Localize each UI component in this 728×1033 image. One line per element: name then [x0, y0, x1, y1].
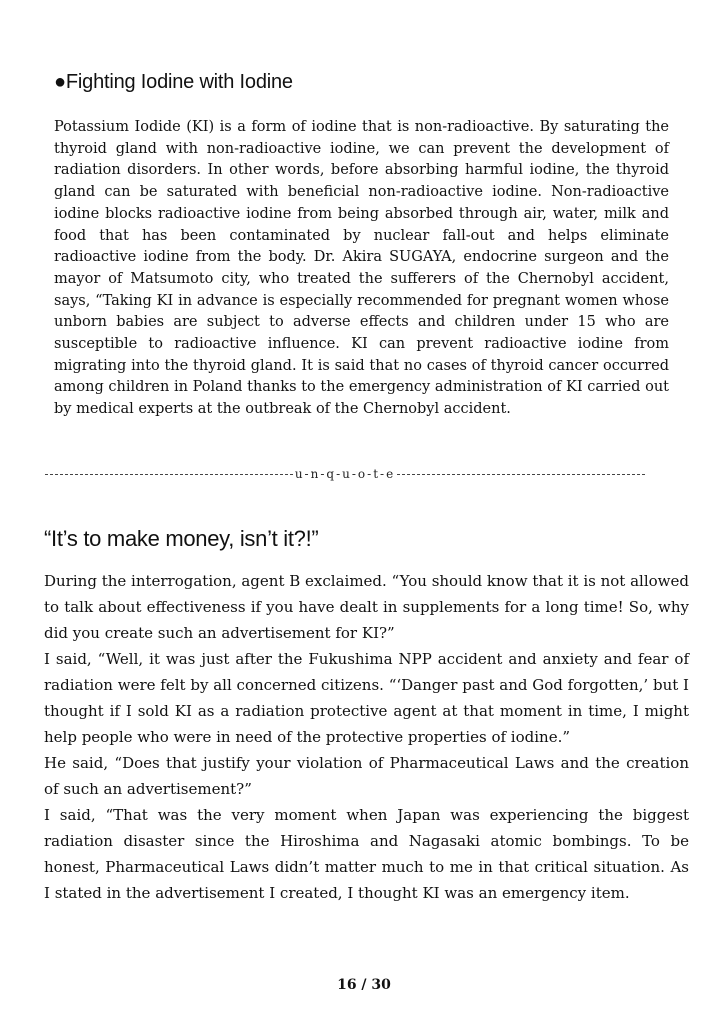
interrogation-text	[44, 568, 689, 906]
body-paragraph: He said, “Does that justify your violation of Pharmaceutical Laws and the creation of such an advertisement?”	[44, 754, 689, 798]
quoted-passage	[54, 117, 669, 421]
body-paragraph: During the interrogation, agent B exclaimed. “You should know that it is not allowed to talk about effectiveness if you have dealt in supplements for a long time! So, why did you create such an advertisement for KI?”	[44, 572, 689, 642]
divider-line-left	[45, 474, 293, 475]
section-heading-fighting-iodine: ●Fighting Iodine with Iodine	[54, 71, 293, 93]
section-heading-make-money: “It’s to make money, isn’t it?!”	[44, 526, 319, 551]
divider-line-right	[397, 474, 645, 475]
page-number: 16 / 30	[337, 977, 391, 993]
body-paragraph: I said, “Well, it was just after the Fukushima NPP accident and anxiety and fear of radiation were felt by all concerned citizens. “‘Danger past and God forgotten,’ but I thought if I sold KI as a radiation protective agent at that moment in time, I might help people who were in need of the protective properties of iodine.”	[44, 650, 689, 746]
quoted-paragraph: Potassium Iodide (KI) is a form of iodine that is non-radioactive. By saturating the thyroid gland with non-radioactive iodine, we can prevent the development of radiation disorders. In other words, before absorbing harmful iodine, the thyroid gland can be saturated with beneficial non-radioactive iodine. Non-radioactive iodine blocks radioactive iodine from being absorbed through air, water, milk and food that has been contaminated by nuclear fall-out and helps eliminate radioactive iodine from the body. Dr. Akira SUGAYA, endocrine surgeon and the mayor of Matsumoto city, who treated the sufferers of the Chernobyl accident, says, “Taking KI in advance is especially recommended for pregnant women whose unborn babies are subject to adverse effects and children under 15 who are susceptible to radioactive influence. KI can prevent radioactive iodine from migrating into the thyroid gland. It is said that no cases of thyroid cancer occurred among children in Poland thanks to the emergency administration of KI carried out by medical experts at the outbreak of the Chernobyl accident.	[54, 119, 669, 418]
unquote-divider	[45, 467, 645, 481]
body-paragraph: I said, “That was the very moment when Japan was experiencing the biggest radiation disaster since the Hiroshima and Nagasaki atomic bombings. To be honest, Pharmaceutical Laws didn’t matter much to me in that critical situation. As I stated in the advertisement I created, I thought KI was an emergency item.	[44, 806, 689, 902]
unquote-label: u-n-q-u-o-t-e	[294, 467, 396, 481]
